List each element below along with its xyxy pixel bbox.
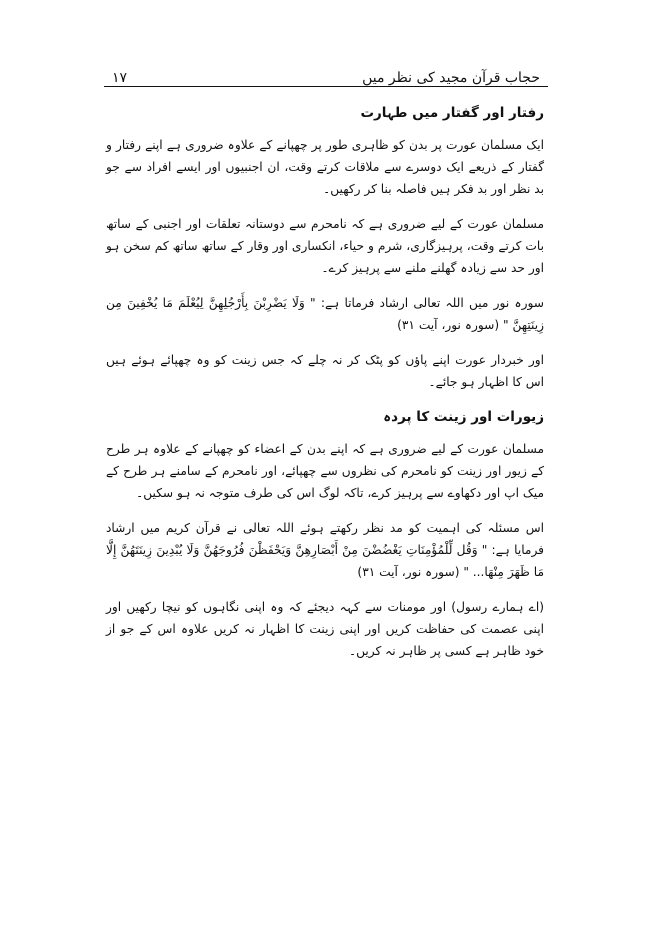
paragraph: ایک مسلمان عورت پر بدن کو ظاہری طور پر چھپانے کے علاوہ ضروری ہے اپنے رفتار و گفتار کے ذریعے ایک دوسرے سے ملاقات کرتے وقت، ان اجنبیوں اور ایسے افراد سے جو بد نظر اور بد فکر ہیں فاصلہ بنا کر رکھیں۔ [106,138,544,196]
page-body [106,100,544,675]
paragraph: اور خبردار عورت اپنے پاؤں کو پٹک کر نہ چلے کہ جس زینت کو وہ چھپائے ہوئے ہیں اس کا اظہار ہو جائے۔ [106,353,544,389]
section-heading-conduct: رفتار اور گفتار میں طہارت [360,105,544,121]
paragraph: مسلمان عورت کے لیے ضروری ہے کہ نامحرم سے دوستانہ تعلقات اور اجنبی کے ساتھ بات کرتے وقت، پرہیزگاری، شرم و حیاء، انکساری اور وقار کے ساتھ ساتھ کم سخن ہو اور حد سے زیادہ گھلنے ملنے سے پرہیز کرے۔ [106,217,544,275]
header-rule [104,86,548,87]
section-heading-adornment: زیورات اور زینت کا پردہ [383,409,544,425]
quran-quote-paragraph: اس مسئلہ کی اہمیت کو مد نظر رکھتے ہوئے اللہ تعالی نے قرآن کریم میں ارشاد فرمایا ہے: " وَقُل لِّلْمُؤْمِنَاتِ يَغْضُضْنَ مِنْ أَبْصَارِهِنَّ وَيَحْفَظْنَ فُرُوجَهُنَّ وَلَا يُبْدِينَ زِينَتَهُنَّ إِلَّا مَا ظَهَرَ مِنْهَا... " (سورہ نور، آیت ۳۱) [106,521,544,579]
running-title: حجاب قرآن مجید کی نظر میں [362,70,540,86]
quran-quote-paragraph: سورہ نور میں اللہ تعالی ارشاد فرماتا ہے: " وَلَا يَضْرِبْنَ بِأَرْجُلِهِنَّ لِيُعْلَمَ مَا يُخْفِينَ مِن زِينَتِهِنَّ " (سورہ نور، آیت ۳۱) [106,296,544,332]
paragraph: مسلمان عورت کے لیے ضروری ہے کہ اپنے بدن کے اعضاء کو چھپانے کے علاوہ ہر طرح کے زیور اور زینت کو نامحرم کی نظروں سے چھپائے، اور نامحرم کے سامنے ہر طرح کے میک اپ اور دکھاوے سے پرہیز کرے، تاکہ لوگ اس کی طرف متوجہ نہ ہو سکیں۔ [106,442,544,500]
paragraph: (اے ہمارے رسول) اور مومنات سے کہہ دیجئے کہ وہ اپنی نگاہوں کو نیچا رکھیں اور اپنی عصمت کی حفاظت کریں اور اپنی زینت کا اظہار نہ کریں علاوہ اس کے جو از خود ظاہر ہے کسی پر ظاہر نہ کریں۔ [106,600,544,658]
page-header [112,58,540,86]
page-number: ۱۷ [112,70,128,86]
